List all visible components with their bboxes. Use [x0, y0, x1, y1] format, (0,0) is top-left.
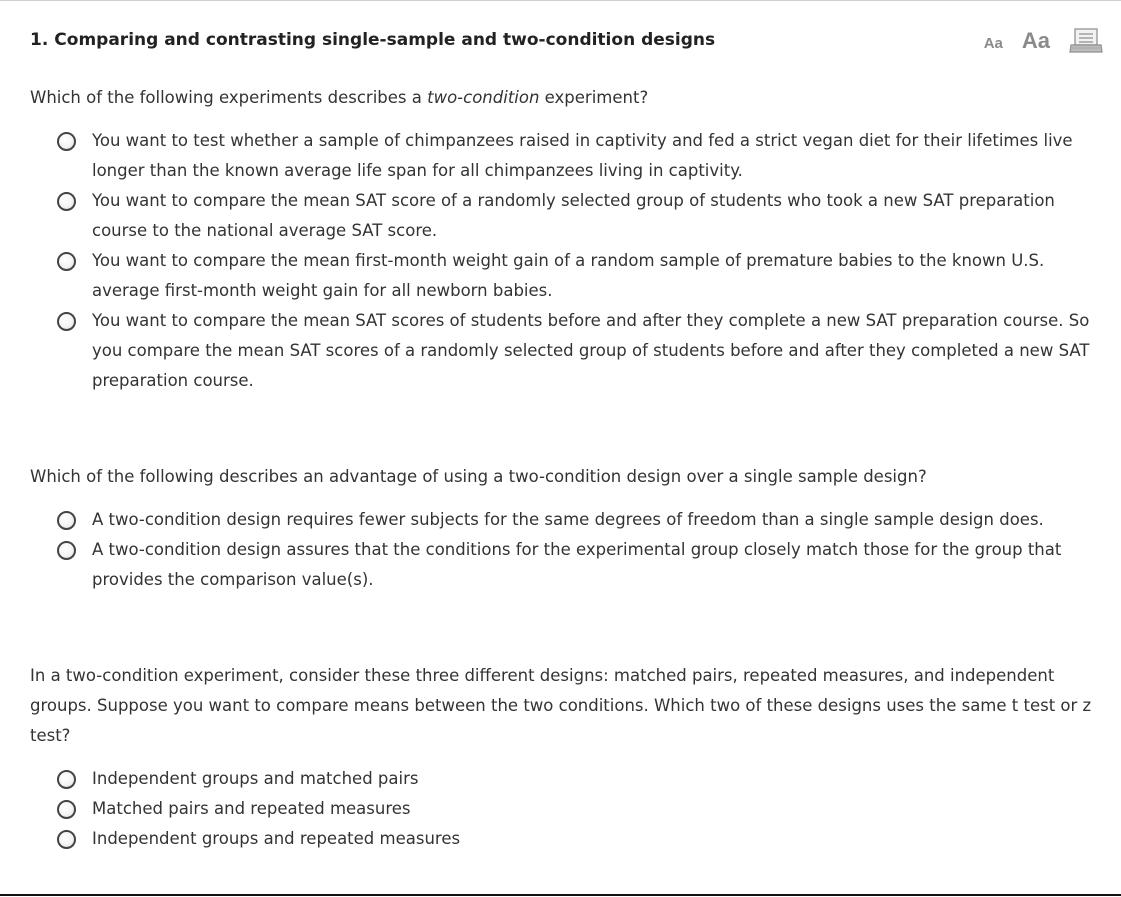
question-3-option-2[interactable]: [30, 794, 1121, 824]
option-label: You want to test whether a sample of chimpanzees raised in captivity and fed a strict vegan diet for their lifetimes live longer than the known average life span for all chimpanzees living in captivity.: [92, 131, 1073, 180]
question-3-options: [30, 764, 1121, 854]
radio-button[interactable]: [57, 252, 76, 271]
question-1-option-1[interactable]: [30, 126, 1121, 186]
question-number: 1.: [30, 30, 49, 50]
question-2-prompt: Which of the following describes an advantage of using a two-condition design over a single sample design?: [30, 467, 927, 486]
option-label: A two-condition design requires fewer subjects for the same degrees of freedom than a single sample design does.: [92, 510, 1044, 529]
radio-button[interactable]: [57, 132, 76, 151]
option-label: A two-condition design assures that the conditions for the experimental group closely match those for the group that provides the comparison value(s).: [92, 540, 1062, 589]
option-label: You want to compare the mean SAT scores of students before and after they complete a new SAT preparation course. So you compare the mean SAT scores of a randomly selected group of students before and after they completed a new SAT preparation course.: [92, 311, 1090, 390]
radio-button[interactable]: [57, 800, 76, 819]
option-label: You want to compare the mean SAT score of a randomly selected group of students who took a new SAT preparation course to the national average SAT score.: [92, 191, 1055, 240]
question-1-prompt-emphasis: two-condition: [427, 88, 540, 107]
question-1-options: [30, 126, 1121, 396]
option-label: Independent groups and repeated measures: [92, 829, 461, 848]
radio-button[interactable]: [57, 312, 76, 331]
radio-button[interactable]: [57, 511, 76, 530]
question-2: [30, 462, 1121, 595]
question-1-option-4[interactable]: [30, 306, 1121, 396]
radio-button[interactable]: [57, 830, 76, 849]
question-1-prompt-start: Which of the following experiments describes a: [30, 88, 428, 107]
question-title: Comparing and contrasting single-sample and two-condition designs: [54, 30, 716, 50]
radio-button[interactable]: [57, 770, 76, 789]
question-3-prompt: In a two-condition experiment, consider these three different designs: matched pairs, repeated measures, and independent groups. Suppose you want to compare means between the two conditions. Which two of these designs uses the same t test or z test?: [30, 666, 1092, 745]
increase-font-button[interactable]: Aa: [1021, 28, 1050, 53]
option-label: Matched pairs and repeated measures: [92, 799, 411, 818]
page-title: [30, 30, 715, 50]
question-1-prompt-end: experiment?: [539, 88, 649, 107]
question-header: [30, 1, 1121, 83]
question-3-option-3[interactable]: [30, 824, 1121, 854]
question-2-option-2[interactable]: [30, 535, 1121, 595]
question-1: [30, 83, 1121, 396]
assignment-page: [0, 1, 1121, 896]
toolbar: [984, 28, 1103, 54]
option-label: Independent groups and matched pairs: [92, 769, 419, 788]
radio-button[interactable]: [57, 541, 76, 560]
question-3-option-1[interactable]: [30, 764, 1121, 794]
question-1-prompt: [30, 83, 1103, 113]
question-1-option-3[interactable]: [30, 246, 1121, 306]
question-2-options: [30, 505, 1121, 595]
printer-icon[interactable]: [1069, 28, 1103, 54]
option-label: You want to compare the mean first-month weight gain of a random sample of premature babies to the known U.S. average first-month weight gain for all newborn babies.: [92, 251, 1045, 300]
decrease-font-button[interactable]: Aa: [983, 34, 1003, 52]
question-3: [30, 661, 1121, 854]
question-2-option-1[interactable]: [30, 505, 1121, 535]
question-1-option-2[interactable]: [30, 186, 1121, 246]
radio-button[interactable]: [57, 192, 76, 211]
bottom-divider: [0, 894, 1121, 896]
